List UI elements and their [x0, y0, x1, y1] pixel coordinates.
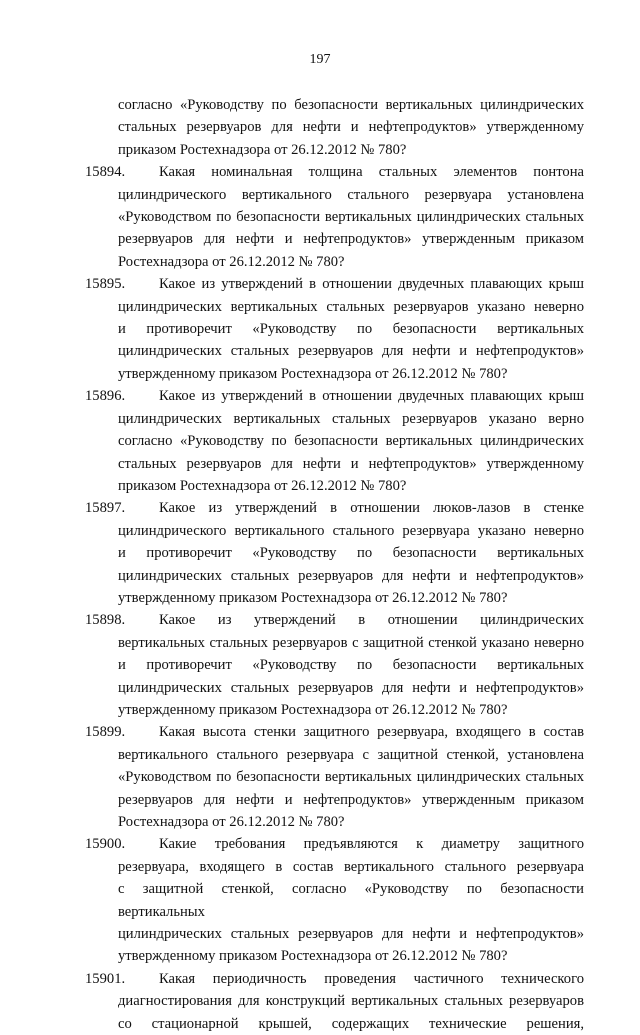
question-text-line: приказом Ростехнадзора от 26.12.2012 № 780? [118, 477, 407, 494]
question-text-line: резервуара, входящего в состав вертикального стального резервуара [118, 858, 584, 875]
question-text-line: с защитной стенкой, согласно «Руководству по безопасности вертикальных [118, 881, 584, 920]
question-number: 15894. [85, 164, 126, 181]
question-item [85, 609, 584, 721]
question-text-line: утвержденному приказом Ростехнадзора от 26.12.2012 № 780? [118, 701, 508, 718]
question-item [85, 833, 584, 967]
question-first-line [85, 968, 584, 990]
question-text-line: резервуаров для нефти и нефтепродуктов» утвержденным приказом [118, 231, 584, 248]
question-text-line: цилиндрических стальных резервуаров для нефти и нефтепродуктов» [118, 343, 584, 360]
question-text-line: и противоречит «Руководству по безопасности вертикальных [118, 545, 584, 562]
question-text-line: «Руководством по безопасности вертикальных цилиндрических стальных [118, 209, 584, 226]
question-first-line [85, 385, 584, 407]
question-text-line: и противоречит «Руководству по безопасности вертикальных [118, 321, 584, 338]
lead-paragraph [118, 94, 584, 161]
question-number: 15901. [85, 970, 126, 987]
question-text-line: Какое из утверждений в отношении люков-лазов в стенке [159, 500, 584, 517]
question-text-line: Какое из утверждений в отношении цилиндрических [159, 612, 584, 629]
question-number: 15896. [85, 388, 126, 405]
question-number: 15898. [85, 612, 126, 629]
question-item [85, 497, 584, 609]
question-first-line [85, 273, 584, 295]
question-text-line: Какая периодичность проведения частичного технического [159, 970, 584, 987]
question-text-line: утвержденному приказом Ростехнадзора от 26.12.2012 № 780? [118, 365, 508, 382]
question-text-line: Какая высота стенки защитного резервуара, входящего в состав [159, 724, 584, 741]
question-text-line: и противоречит «Руководству по безопасности вертикальных [118, 657, 584, 674]
question-item [85, 968, 584, 1035]
question-text-line: «Руководством по безопасности вертикальных цилиндрических стальных [118, 769, 584, 786]
question-text-line: Ростехнадзора от 26.12.2012 № 780? [118, 814, 345, 830]
question-item [85, 385, 584, 497]
question-number: 15899. [85, 724, 126, 741]
question-text-line: диагностирования для конструкций вертикальных стальных резервуаров [118, 993, 584, 1010]
question-text-line: цилиндрических вертикальных стальных резервуаров указано верно [118, 410, 584, 427]
question-text-line: Какое из утверждений в отношении двудечных плавающих крыш [159, 276, 584, 293]
question-text-line: Какая номинальная толщина стальных элементов понтона [159, 164, 584, 181]
question-first-line [85, 161, 584, 183]
question-first-line [85, 609, 584, 631]
question-text-line: цилиндрического вертикального стального резервуара указано неверно [118, 522, 584, 539]
question-first-line [85, 497, 584, 519]
question-text-line: цилиндрических стальных резервуаров для нефти и нефтепродуктов» [118, 679, 584, 696]
text-line: приказом Ростехнадзора от 26.12.2012 № 780? [118, 141, 407, 158]
page-number: 197 [309, 52, 331, 67]
question-text-line: Какие требования предъявляются к диаметру защитного [159, 836, 584, 853]
question-item [85, 273, 584, 385]
question-number: 15897. [85, 500, 126, 517]
question-text-line: цилиндрических стальных резервуаров для нефти и нефтепродуктов» [118, 926, 584, 943]
question-text-line: резервуаров для нефти и нефтепродуктов» утвержденным приказом [118, 791, 584, 808]
question-text-line: со стационарной крышей, содержащих технические решения, [118, 1015, 584, 1032]
question-first-line [85, 833, 584, 855]
question-text-line: утвержденному приказом Ростехнадзора от 26.12.2012 № 780? [118, 589, 508, 606]
question-text-line: цилиндрического вертикального стального резервуара установлена [118, 186, 584, 203]
question-first-line [85, 721, 584, 743]
question-text-line: Ростехнадзора от 26.12.2012 № 780? [118, 253, 345, 270]
text-line: стальных резервуаров для нефти и нефтепродуктов» утвержденному [118, 119, 584, 136]
question-text-line: стальных резервуаров для нефти и нефтепродуктов» утвержденному [118, 455, 584, 472]
question-text-line: утвержденному приказом Ростехнадзора от 26.12.2012 № 780? [118, 948, 508, 965]
question-number: 15895. [85, 276, 126, 293]
text-line: согласно «Руководству по безопасности вертикальных цилиндрических [118, 97, 584, 113]
question-text-line: Какое из утверждений в отношении двудечных плавающих крыш [159, 388, 584, 405]
document-body [85, 94, 584, 1035]
question-text-line: вертикального стального резервуара с защитной стенкой, установлена [118, 746, 584, 763]
question-number: 15900. [85, 836, 126, 853]
question-text-line: цилиндрических стальных резервуаров для нефти и нефтепродуктов» [118, 567, 584, 584]
question-item [85, 161, 584, 273]
question-text-line: согласно «Руководству по безопасности вертикальных цилиндрических [118, 433, 584, 450]
question-item [85, 721, 584, 833]
question-text-line: вертикальных стальных резервуаров с защитной стенкой указано неверно [118, 634, 584, 651]
question-text-line: цилиндрических вертикальных стальных резервуаров указано неверно [118, 298, 584, 315]
question-list [85, 161, 584, 1035]
